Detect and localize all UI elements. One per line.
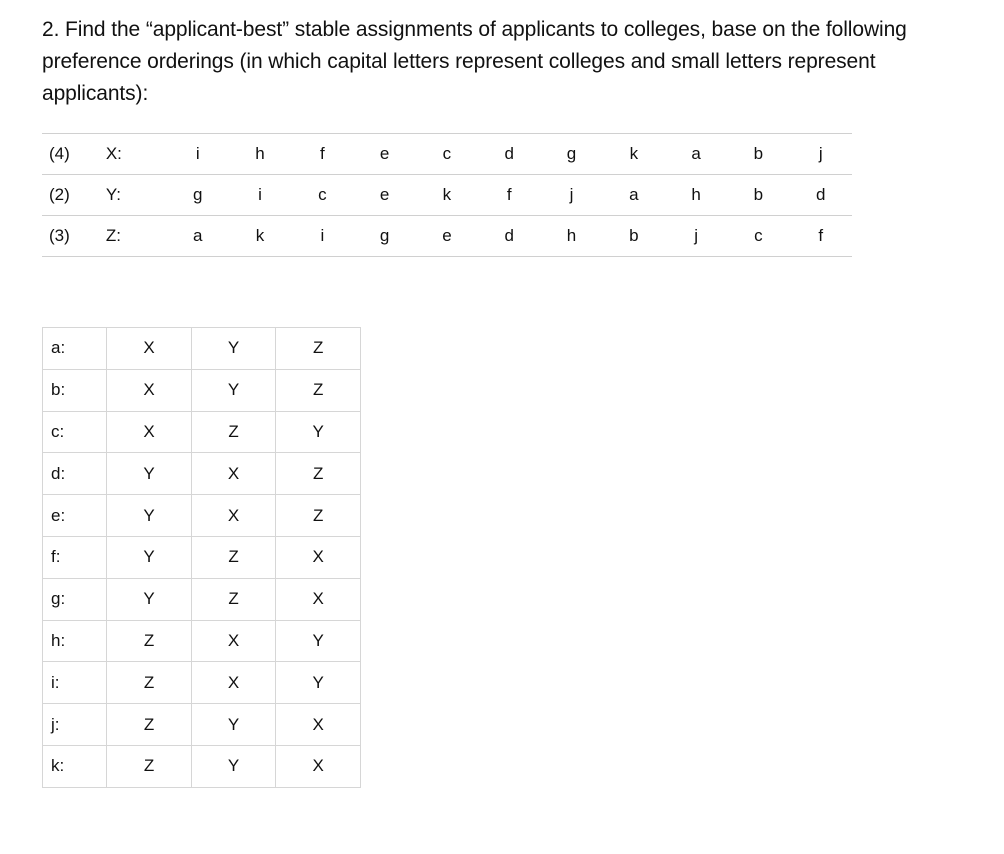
applicant-row xyxy=(43,620,361,662)
college-preference-cell: g xyxy=(193,185,203,204)
applicant-preference-cell: Y xyxy=(276,411,361,453)
college-preference-cell: d xyxy=(816,185,826,204)
college-preference-cell: c xyxy=(318,185,327,204)
applicant-preference-cell: Z xyxy=(191,536,276,578)
applicant-name: a: xyxy=(43,328,107,370)
applicant-preference-cell: Y xyxy=(107,578,192,620)
applicant-preference-cell: Z xyxy=(107,620,192,662)
college-preference-cell: a xyxy=(629,185,639,204)
applicant-preference-cell: X xyxy=(276,536,361,578)
college-preference-cell: j xyxy=(818,144,823,163)
applicant-preference-cell: Z xyxy=(276,495,361,537)
college-preference-cell: e xyxy=(442,226,452,245)
applicant-preference-cell: X xyxy=(276,704,361,746)
college-capacity: (3) xyxy=(49,226,70,245)
applicant-row xyxy=(43,536,361,578)
applicant-preference-cell: X xyxy=(191,620,276,662)
applicant-row xyxy=(43,369,361,411)
college-preference-cell: i xyxy=(258,185,262,204)
applicant-preference-cell: X xyxy=(107,411,192,453)
applicant-preference-cell: Y xyxy=(276,662,361,704)
college-row xyxy=(42,216,852,257)
college-preference-cell: f xyxy=(818,226,824,245)
college-preference-cell: f xyxy=(506,185,512,204)
applicant-preference-table xyxy=(42,327,361,788)
applicant-row xyxy=(43,662,361,704)
applicant-preference-cell: X xyxy=(191,662,276,704)
applicant-name: j: xyxy=(43,704,107,746)
question-text: 2. Find the “applicant-best” stable assignments of applicants to colleges, base on the following preference orderings (in which capital letters represent colleges and small letters represent applicants): xyxy=(42,18,907,105)
college-preference-cell: a xyxy=(193,226,203,245)
applicant-preference-cell: Z xyxy=(191,578,276,620)
college-preference-cell: d xyxy=(504,226,514,245)
applicant-preference-cell: X xyxy=(107,328,192,370)
applicant-name: k: xyxy=(43,745,107,787)
applicant-preference-cell: Z xyxy=(191,411,276,453)
college-preference-cell: h xyxy=(255,144,265,163)
college-preference-cell: j xyxy=(694,226,698,245)
applicant-row xyxy=(43,495,361,537)
applicant-row xyxy=(43,453,361,495)
college-preference-cell: d xyxy=(504,144,514,163)
college-row xyxy=(42,134,852,175)
applicant-name: e: xyxy=(43,495,107,537)
college-preference-cell: i xyxy=(195,144,200,163)
college-preference-cell: e xyxy=(379,185,390,204)
applicant-preference-cell: Z xyxy=(107,745,192,787)
applicant-preference-cell: Y xyxy=(191,704,276,746)
applicant-preference-cell: X xyxy=(276,745,361,787)
applicant-preference-cell: X xyxy=(276,578,361,620)
applicant-name: i: xyxy=(43,662,107,704)
applicant-preference-cell: Y xyxy=(107,495,192,537)
applicant-preference-cell: X xyxy=(191,495,276,537)
applicant-preference-cell: X xyxy=(107,369,192,411)
applicant-preference-cell: Z xyxy=(276,369,361,411)
college-preference-table xyxy=(42,133,852,257)
applicant-row xyxy=(43,704,361,746)
applicant-row xyxy=(43,411,361,453)
college-capacity: (2) xyxy=(49,185,70,204)
college-preference-cell: h xyxy=(691,185,701,204)
applicant-row xyxy=(43,328,361,370)
college-preference-cell: h xyxy=(566,226,577,245)
applicant-preference-cell: X xyxy=(191,453,276,495)
college-preference-cell: b xyxy=(753,144,764,163)
college-preference-cell: k xyxy=(442,185,452,204)
college-capacity: (4) xyxy=(49,144,70,163)
college-preference-cell: g xyxy=(379,226,390,245)
applicant-name: b: xyxy=(43,369,107,411)
applicant-preference-cell: Y xyxy=(191,745,276,787)
college-preference-cell: b xyxy=(629,226,639,245)
applicant-row xyxy=(43,578,361,620)
applicant-preference-cell: Z xyxy=(107,704,192,746)
applicant-preference-cell: Y xyxy=(107,536,192,578)
applicant-preference-cell: Y xyxy=(107,453,192,495)
applicant-preference-cell: Z xyxy=(276,453,361,495)
college-name: Z: xyxy=(105,226,121,245)
applicant-row xyxy=(43,745,361,787)
applicant-preference-cell: Y xyxy=(191,328,276,370)
applicant-name: c: xyxy=(43,411,107,453)
applicant-name: h: xyxy=(43,620,107,662)
applicant-name: d: xyxy=(43,453,107,495)
college-name: Y: xyxy=(105,185,121,204)
college-preference-cell: e xyxy=(379,144,390,163)
applicant-name: f: xyxy=(43,536,107,578)
college-name: X: xyxy=(105,144,122,163)
college-preference-cell: a xyxy=(691,144,701,163)
college-preference-cell: i xyxy=(320,226,325,245)
college-row xyxy=(42,175,852,216)
college-preference-cell: c xyxy=(754,226,763,245)
applicant-preference-cell: Z xyxy=(107,662,192,704)
college-preference-cell: k xyxy=(255,226,265,245)
college-preference-cell: k xyxy=(629,144,639,163)
applicant-name: g: xyxy=(43,578,107,620)
college-preference-cell: b xyxy=(753,185,764,204)
college-preference-cell: g xyxy=(566,144,577,163)
applicant-preference-cell: Y xyxy=(276,620,361,662)
college-preference-cell: j xyxy=(569,185,574,204)
college-preference-cell: f xyxy=(319,144,325,163)
applicant-preference-cell: Z xyxy=(276,328,361,370)
college-preference-cell: c xyxy=(442,144,452,163)
applicant-preference-cell: Y xyxy=(191,369,276,411)
